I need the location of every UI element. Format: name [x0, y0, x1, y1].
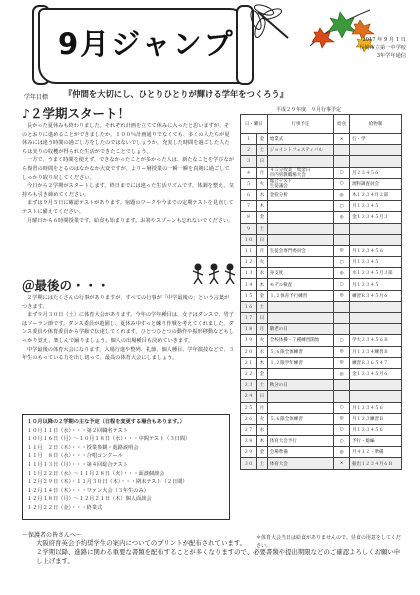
cell-day: １１	[241, 245, 257, 256]
cell-day: ４	[241, 167, 257, 178]
cell-lunch	[334, 380, 350, 391]
cell-lunch	[334, 145, 350, 156]
cell-event: 体育大会予行	[267, 436, 333, 447]
col-header-date: 日・曜日	[241, 115, 268, 134]
cell-event: ５,６限全体練習	[267, 346, 333, 357]
cell-day: ３０	[241, 458, 257, 469]
cell-event: モデル検査	[267, 279, 333, 290]
cell-event: １,２限学年練習	[267, 357, 333, 368]
schedule-title: 平成２９年度 ９月行事予定	[276, 107, 342, 113]
col-header-lunch: 給食	[334, 115, 350, 134]
issue-info	[359, 36, 406, 60]
table-row	[241, 167, 402, 178]
cell-weekday: 金	[256, 212, 267, 223]
table-row	[241, 346, 402, 357]
cell-weekday: 火	[256, 413, 267, 424]
cell-lunch: ◎	[334, 290, 350, 301]
cell-weekday: 土	[256, 458, 267, 469]
list-item: １２月２２日（金）・・・終業式	[27, 504, 103, 511]
cell-weekday: 水	[256, 346, 267, 357]
cell-day: １７	[241, 313, 257, 324]
cell-items: 月２３４５６	[350, 167, 402, 178]
schedule-table	[240, 114, 402, 470]
paragraph: まずは９月５日に確認テストがあります。宿題のワークや今までの定期テストを見直してテストに備えてください。	[22, 200, 234, 215]
cell-weekday: 土	[256, 380, 267, 391]
list-item: １１月２２日（水）～１１月２８日（火）・・・面談個談会	[27, 470, 165, 477]
cell-event: 会場準備	[267, 447, 333, 458]
cell-weekday: 火	[256, 178, 267, 189]
cell-items: 月１２３４５	[350, 201, 402, 212]
cell-event: 生徒会専門委員会	[267, 245, 333, 256]
cell-weekday: 月	[256, 245, 267, 256]
cell-day: ２２	[241, 368, 257, 379]
cell-event: ジョイントフェスティバル	[267, 145, 333, 156]
cell-lunch	[334, 301, 350, 312]
cell-weekday: 水	[256, 268, 267, 279]
col-header-event: 行事予定	[267, 115, 333, 134]
cell-items: 金１２３４５月６	[350, 368, 402, 379]
cell-lunch: ○	[334, 424, 350, 435]
cell-day: ５	[241, 178, 257, 189]
cell-items: 月１２３４５６	[350, 424, 402, 435]
table-row	[241, 178, 402, 189]
cell-event	[267, 201, 333, 212]
cell-day: ２７	[241, 424, 257, 435]
cell-weekday: 月	[256, 324, 267, 335]
list-item: １１月 ２日（木）・・・授業参観・進路説明会	[27, 444, 139, 451]
paragraph: ２学期にはたくさんの行事がありますが、すべての行事が「中学最後の」という言葉がつきます。	[22, 295, 230, 310]
cell-lunch	[334, 324, 350, 335]
cell-lunch: ○	[334, 167, 350, 178]
table-row	[241, 245, 402, 256]
cell-lunch: ◎	[334, 447, 350, 458]
cell-weekday: 月	[256, 402, 267, 413]
cell-items: 理科調査員会	[350, 178, 402, 189]
cell-day: ３	[241, 156, 257, 167]
school-name: 長崎市立第一中学校	[359, 45, 406, 51]
cell-items	[350, 234, 402, 245]
cell-day: ６	[241, 189, 257, 200]
table-row	[241, 357, 402, 368]
paragraph: 今日から２学期がスタートします。終日までには違った生活リズムです。体調を整え、気持ちも引き締めてください。	[22, 183, 234, 198]
cell-lunch: ○	[334, 402, 350, 413]
cell-lunch	[334, 234, 350, 245]
cell-weekday: 木	[256, 279, 267, 290]
notice-line: ２学期以降、進路に関わる重要な書類を配布することが多くなりますので、必要書類や提出期限などのご確認よろしくお願い申し上げます。	[36, 548, 401, 565]
table-row	[241, 424, 402, 435]
table-row	[241, 380, 402, 391]
paragraph: 月曜日から６時間授業です。給食も始まります。お箸やスプーンも忘れないでください。	[27, 217, 234, 224]
cell-event: ５,６限全体練習	[267, 413, 333, 424]
cell-items: 水１２３４５月３部	[350, 268, 402, 279]
cell-items	[350, 145, 402, 156]
list-item: １２月２９日（木）・１１月３０日（木）・・・期末テスト（２日間）	[27, 479, 188, 486]
table-row	[241, 134, 402, 145]
list-item: １０月１１日（水）・・・第２回職名テスト	[27, 427, 128, 434]
cell-weekday: 日	[256, 391, 267, 402]
cell-items: 学大２３４５６Ｂ	[350, 335, 402, 346]
cell-items: 月１２３４５	[350, 279, 402, 290]
list-item: １２月１４日（木）・・・ワァン大会（３年生のみ）	[27, 487, 149, 494]
cell-day: ８	[241, 212, 257, 223]
cell-weekday: 水	[256, 189, 267, 200]
cell-event: １,２体育予行練習	[267, 290, 333, 301]
cell-day: １３	[241, 268, 257, 279]
cell-event	[267, 257, 333, 268]
cell-lunch: ◎	[334, 245, 350, 256]
cell-event: ４５分授業 集金日 市内男教職場大会	[267, 167, 333, 178]
table-row	[241, 324, 402, 335]
cell-items: 月１２３練習Ｂ	[350, 413, 402, 424]
section1-body	[22, 122, 234, 225]
cell-event: 秋分の日	[267, 380, 333, 391]
cell-lunch: ○	[334, 436, 350, 447]
cell-lunch: ○	[334, 201, 350, 212]
cell-day: ２４	[241, 391, 257, 402]
table-row	[241, 391, 402, 402]
cell-event: 始業式	[267, 134, 333, 145]
cell-items: 木１２３４月２部	[350, 189, 402, 200]
paragraph: 長かった夏休みも終わりました。それぞれ計画を立てて休みに入ったと思いますが、そのとおりに進めることができましたか。１００％計画通りでなくても、多くの人たちが夏休みには違う時間の過ごし方をしたのではないでしょうか。充実した時間を過ごした人たちは実りの収穫が得られた生活ができたことでしょう。	[22, 123, 230, 155]
table-row	[241, 189, 402, 200]
cell-event	[267, 402, 333, 413]
cell-weekday: 木	[256, 357, 267, 368]
dragonfly-icon	[250, 4, 298, 46]
cell-day: ２０	[241, 346, 257, 357]
table-row	[241, 279, 402, 290]
table-row	[241, 402, 402, 413]
cell-weekday: 日	[256, 234, 267, 245]
section2-body	[22, 294, 234, 363]
table-row	[241, 413, 402, 424]
notice-line: 大阪府育英会予約奨学生の案内についてのプリントが配布されています。	[36, 539, 246, 547]
cell-items	[350, 313, 402, 324]
table-row	[241, 436, 402, 447]
section2-heading: ＠最後の・・・	[22, 278, 110, 293]
cell-day: ２３	[241, 380, 257, 391]
cell-event: 身支度	[267, 268, 333, 279]
cell-event	[267, 368, 333, 379]
cell-weekday: 火	[256, 335, 267, 346]
cell-lunch: ×	[334, 458, 350, 469]
list-item: １１月１３日（月）・・・第４回総合テスト	[27, 461, 128, 468]
cell-weekday: 金	[256, 368, 267, 379]
cell-weekday: 木	[256, 201, 267, 212]
cell-event: 敬老の日	[267, 324, 333, 335]
table-row	[241, 335, 402, 346]
table-row	[241, 447, 402, 458]
cell-lunch: ◎	[334, 357, 350, 368]
section1-heading: ♪２学期スタート！	[22, 106, 130, 121]
list-item: １２月１８日（月）～１２月２１日（木）個人面談会	[27, 496, 152, 503]
table-row	[241, 156, 402, 167]
cell-day: ２	[241, 145, 257, 156]
list-item: １１月 ８日（水）・・・合唱コンクール	[27, 453, 123, 460]
cell-day: １２	[241, 257, 257, 268]
cell-items: 月１２３４５	[350, 257, 402, 268]
paragraph: 一方で、うまく時間を使えず、できなかったことが多かった人は、新たなことを学びながら復習の時間をとるのはなかなか大変ですが、よりー層授業の一瞬一瞬を真剣に過ごしてしっかり取り戻してください。	[22, 157, 234, 181]
cell-lunch: ○	[334, 178, 350, 189]
cell-event	[267, 156, 333, 167]
cell-day: ２８	[241, 436, 257, 447]
table-row	[241, 368, 402, 379]
table-header-row	[241, 115, 402, 134]
cell-day: １８	[241, 324, 257, 335]
goal-label: 学年目標	[24, 94, 49, 101]
cell-event	[267, 313, 333, 324]
cell-items: 月１２３４練習Ｂ	[350, 346, 402, 357]
cell-day: ９	[241, 223, 257, 234]
cell-weekday: 金	[256, 447, 267, 458]
col-header-items: 給物制	[350, 115, 402, 134]
cell-lunch	[334, 223, 350, 234]
goal-text: 『仲間を大切にし、ひとりひとりが輝ける学年をつくろう』	[64, 89, 289, 99]
cell-items	[350, 223, 402, 234]
list-item: １０月１６日（月）～１０月１８日（水）・・・中間テスト（３日間）	[27, 436, 191, 443]
cell-day: ２９	[241, 447, 257, 458]
notice-heading: ～保護者の皆さんへ～	[22, 532, 82, 539]
cell-items: 練習Ｒ３４５月６	[350, 290, 402, 301]
cell-lunch: ○	[334, 335, 350, 346]
paragraph: 中学最後の体育大会になります。入場行進や整列、礼節、個人種目、学年演技などで、３年生のもっている力を出し切って、最高の体育大会にしましょう。	[22, 346, 234, 362]
cell-items	[350, 156, 402, 167]
cell-lunch: ◎	[334, 268, 350, 279]
cell-items: 振出１２３４月６Ｂ	[350, 458, 402, 469]
cell-weekday: 土	[256, 301, 267, 312]
cell-lunch	[334, 156, 350, 167]
cell-weekday: 木	[256, 436, 267, 447]
cell-items	[350, 301, 402, 312]
publisher: 3年学年通信	[376, 53, 406, 59]
table-row	[241, 201, 402, 212]
cell-day: １５	[241, 290, 257, 301]
cell-lunch: ×	[334, 134, 350, 145]
cell-weekday: 土	[256, 223, 267, 234]
cell-lunch: ○	[334, 279, 350, 290]
running-kids-icon	[190, 262, 240, 286]
cell-weekday: 火	[256, 257, 267, 268]
cell-lunch: ◎	[334, 189, 350, 200]
issue-date: 2017 年 9 月 1 日	[362, 37, 406, 43]
cell-items: 月４１２・準備	[350, 447, 402, 458]
cell-items: 月１２３４５６	[350, 402, 402, 413]
cell-day: １６	[241, 301, 257, 312]
cell-lunch	[334, 391, 350, 402]
table-row	[241, 212, 402, 223]
cell-weekday: 金	[256, 134, 267, 145]
table-row	[241, 458, 402, 469]
cell-lunch: ◎	[334, 346, 350, 357]
cell-event: 全校体操・７種練習開始	[267, 335, 333, 346]
cell-weekday: 土	[256, 145, 267, 156]
cell-lunch: ◎	[334, 212, 350, 223]
cell-weekday: 日	[256, 156, 267, 167]
cell-day: １４	[241, 279, 257, 290]
cell-weekday: 水	[256, 424, 267, 435]
cell-day: ２１	[241, 357, 257, 368]
schedule-footnote: ＊体育大会当日は給食がありませんので、昼食の用意をしてください。	[256, 535, 401, 549]
cell-items: 月１２３４５６	[350, 245, 402, 256]
table-row	[241, 145, 402, 156]
cell-event	[267, 223, 333, 234]
cell-event	[267, 212, 333, 223]
cell-event	[267, 391, 333, 402]
table-row	[241, 268, 402, 279]
cell-weekday: 日	[256, 313, 267, 324]
cell-lunch	[334, 313, 350, 324]
table-row	[241, 313, 402, 324]
events-box	[22, 414, 230, 520]
events-title: １０月以降の２学期の主な予定（日程を変更する場合もあります。）	[27, 419, 185, 425]
cell-event: 体育大会	[267, 458, 333, 469]
cell-items: 行・学	[350, 134, 402, 145]
cell-day: ７	[241, 201, 257, 212]
table-row	[241, 234, 402, 245]
cell-items	[350, 391, 402, 402]
cell-event	[267, 424, 333, 435]
cell-lunch: ◎	[334, 368, 350, 379]
table-row	[241, 223, 402, 234]
newsletter-title: 9月ジャンプ	[58, 27, 235, 61]
table-row	[241, 301, 402, 312]
cell-day: １	[241, 134, 257, 145]
cell-weekday: 月	[256, 167, 267, 178]
cell-event	[267, 301, 333, 312]
cell-items: 金１２３４５月３	[350, 212, 402, 223]
cell-items	[350, 324, 402, 335]
cell-event: 総合テスト 生徒議会	[267, 178, 333, 189]
cell-items: 練習Ｒ３６５４７	[350, 357, 402, 368]
cell-event: 金役分析	[267, 189, 333, 200]
cell-day: ２５	[241, 402, 257, 413]
cell-day: １０	[241, 234, 257, 245]
cell-day: １９	[241, 335, 257, 346]
cell-lunch: ◎	[334, 413, 350, 424]
cell-items	[350, 380, 402, 391]
cell-lunch: ○	[334, 257, 350, 268]
cell-event	[267, 234, 333, 245]
table-row	[241, 257, 402, 268]
cell-weekday: 金	[256, 290, 267, 301]
paragraph: まず９月３０日（土）に体育大会があります。今年の学年種目は、女子はダンスで、男子はソーラン節です。ダンス委員が遊園し、夏休み中すっと練り作戦を考えてくれました。ダンス委員や体育委員から学級で伝達してくれます。ひとつひとつの動作や振形移動などもしっかり覚え、楽しんで踊りましょう。個人の出場種目も決めていきます。	[22, 312, 234, 344]
cell-day: ２６	[241, 413, 257, 424]
table-row	[241, 290, 402, 301]
cell-items: 予行・総編	[350, 436, 402, 447]
